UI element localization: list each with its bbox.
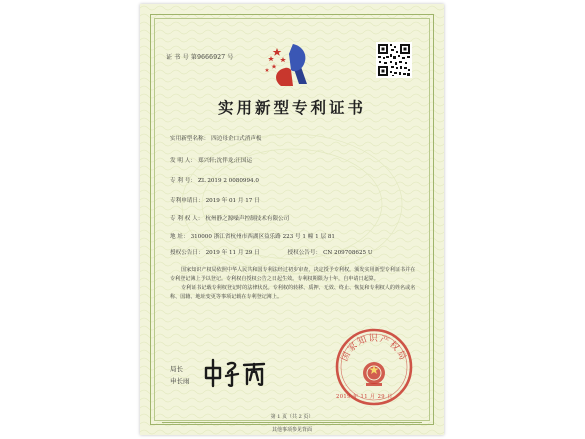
seal-date: 2019 年 11 月 29 日 (336, 394, 393, 400)
director-title: 局长 (170, 365, 183, 373)
field-label: 地 址： (170, 234, 189, 240)
patent-certificate (140, 4, 444, 435)
inventor-field (170, 156, 252, 164)
patent-office-emblem-icon (263, 40, 315, 90)
publication-number-label: 授权公告号： (287, 250, 322, 256)
director-signature-icon (202, 356, 278, 388)
field-label: 专 利 权 人： (170, 216, 204, 222)
certificate-body-text (170, 266, 416, 302)
footer-divider (162, 422, 422, 423)
publication-number-value: CN 209708625 U (323, 250, 373, 256)
field-label: 授权公告日： (170, 250, 204, 256)
application-date-field (170, 196, 260, 204)
field-label: 专利申请日： (170, 198, 204, 204)
field-label: 实用新型名称： (170, 136, 210, 142)
address-field (170, 232, 335, 240)
field-value: 四边母企口式消声板 (211, 136, 262, 142)
director-name: 申长雨 (170, 377, 190, 385)
svg-text:国家知识产权局 (339, 332, 409, 363)
footer-note: 其他事项参见背面 (271, 427, 312, 433)
certificate-number: 证 书 号 第9666927 号 (166, 54, 234, 61)
body-paragraph: 国家知识产权局依照中华人民共和国专利法经过初步审查，决定授予专利权，颁发实用新型专利证书并在专利登记簿上予以登记。专利权自授权公告之日起生效。专利权期限为十年，自申请日起算。 (170, 267, 416, 282)
field-value: 2019 年 01 月 17 日 (205, 198, 260, 204)
field-label: 发 明 人： (170, 158, 196, 164)
patentee-field (170, 214, 289, 222)
page-number: 第 1 页（共 2 页） (270, 414, 314, 420)
qr-code-icon (376, 42, 412, 78)
field-value: ZL 2019 2 0080994.0 (197, 178, 259, 184)
field-label: 专 利 号： (170, 178, 196, 184)
field-value: 杭州静之源噪声控制技术有限公司 (205, 216, 290, 222)
utility-model-name-field (170, 134, 262, 142)
certificate-title: 实用新型专利证书 (217, 98, 366, 117)
field-value: 2019 年 11 月 29 日 (205, 250, 260, 256)
patent-number-field (170, 176, 259, 184)
grant-date-field (170, 248, 373, 256)
body-paragraph: 专利证书记载专利权登记时的法律状况。专利权的转移、质押、无效、终止、恢复和专利权人的姓名或名称、国籍、地址变更等事项记载在专利登记簿上。 (170, 285, 416, 300)
seal-text: 国家知识产权局 (340, 334, 408, 364)
field-value: 郑兴轩;沈伴龙;汪国运 (197, 158, 253, 164)
field-value: 310000 浙江省杭州市西湖区益乐路 223 号 1 幢 1 层 81 (190, 234, 335, 240)
